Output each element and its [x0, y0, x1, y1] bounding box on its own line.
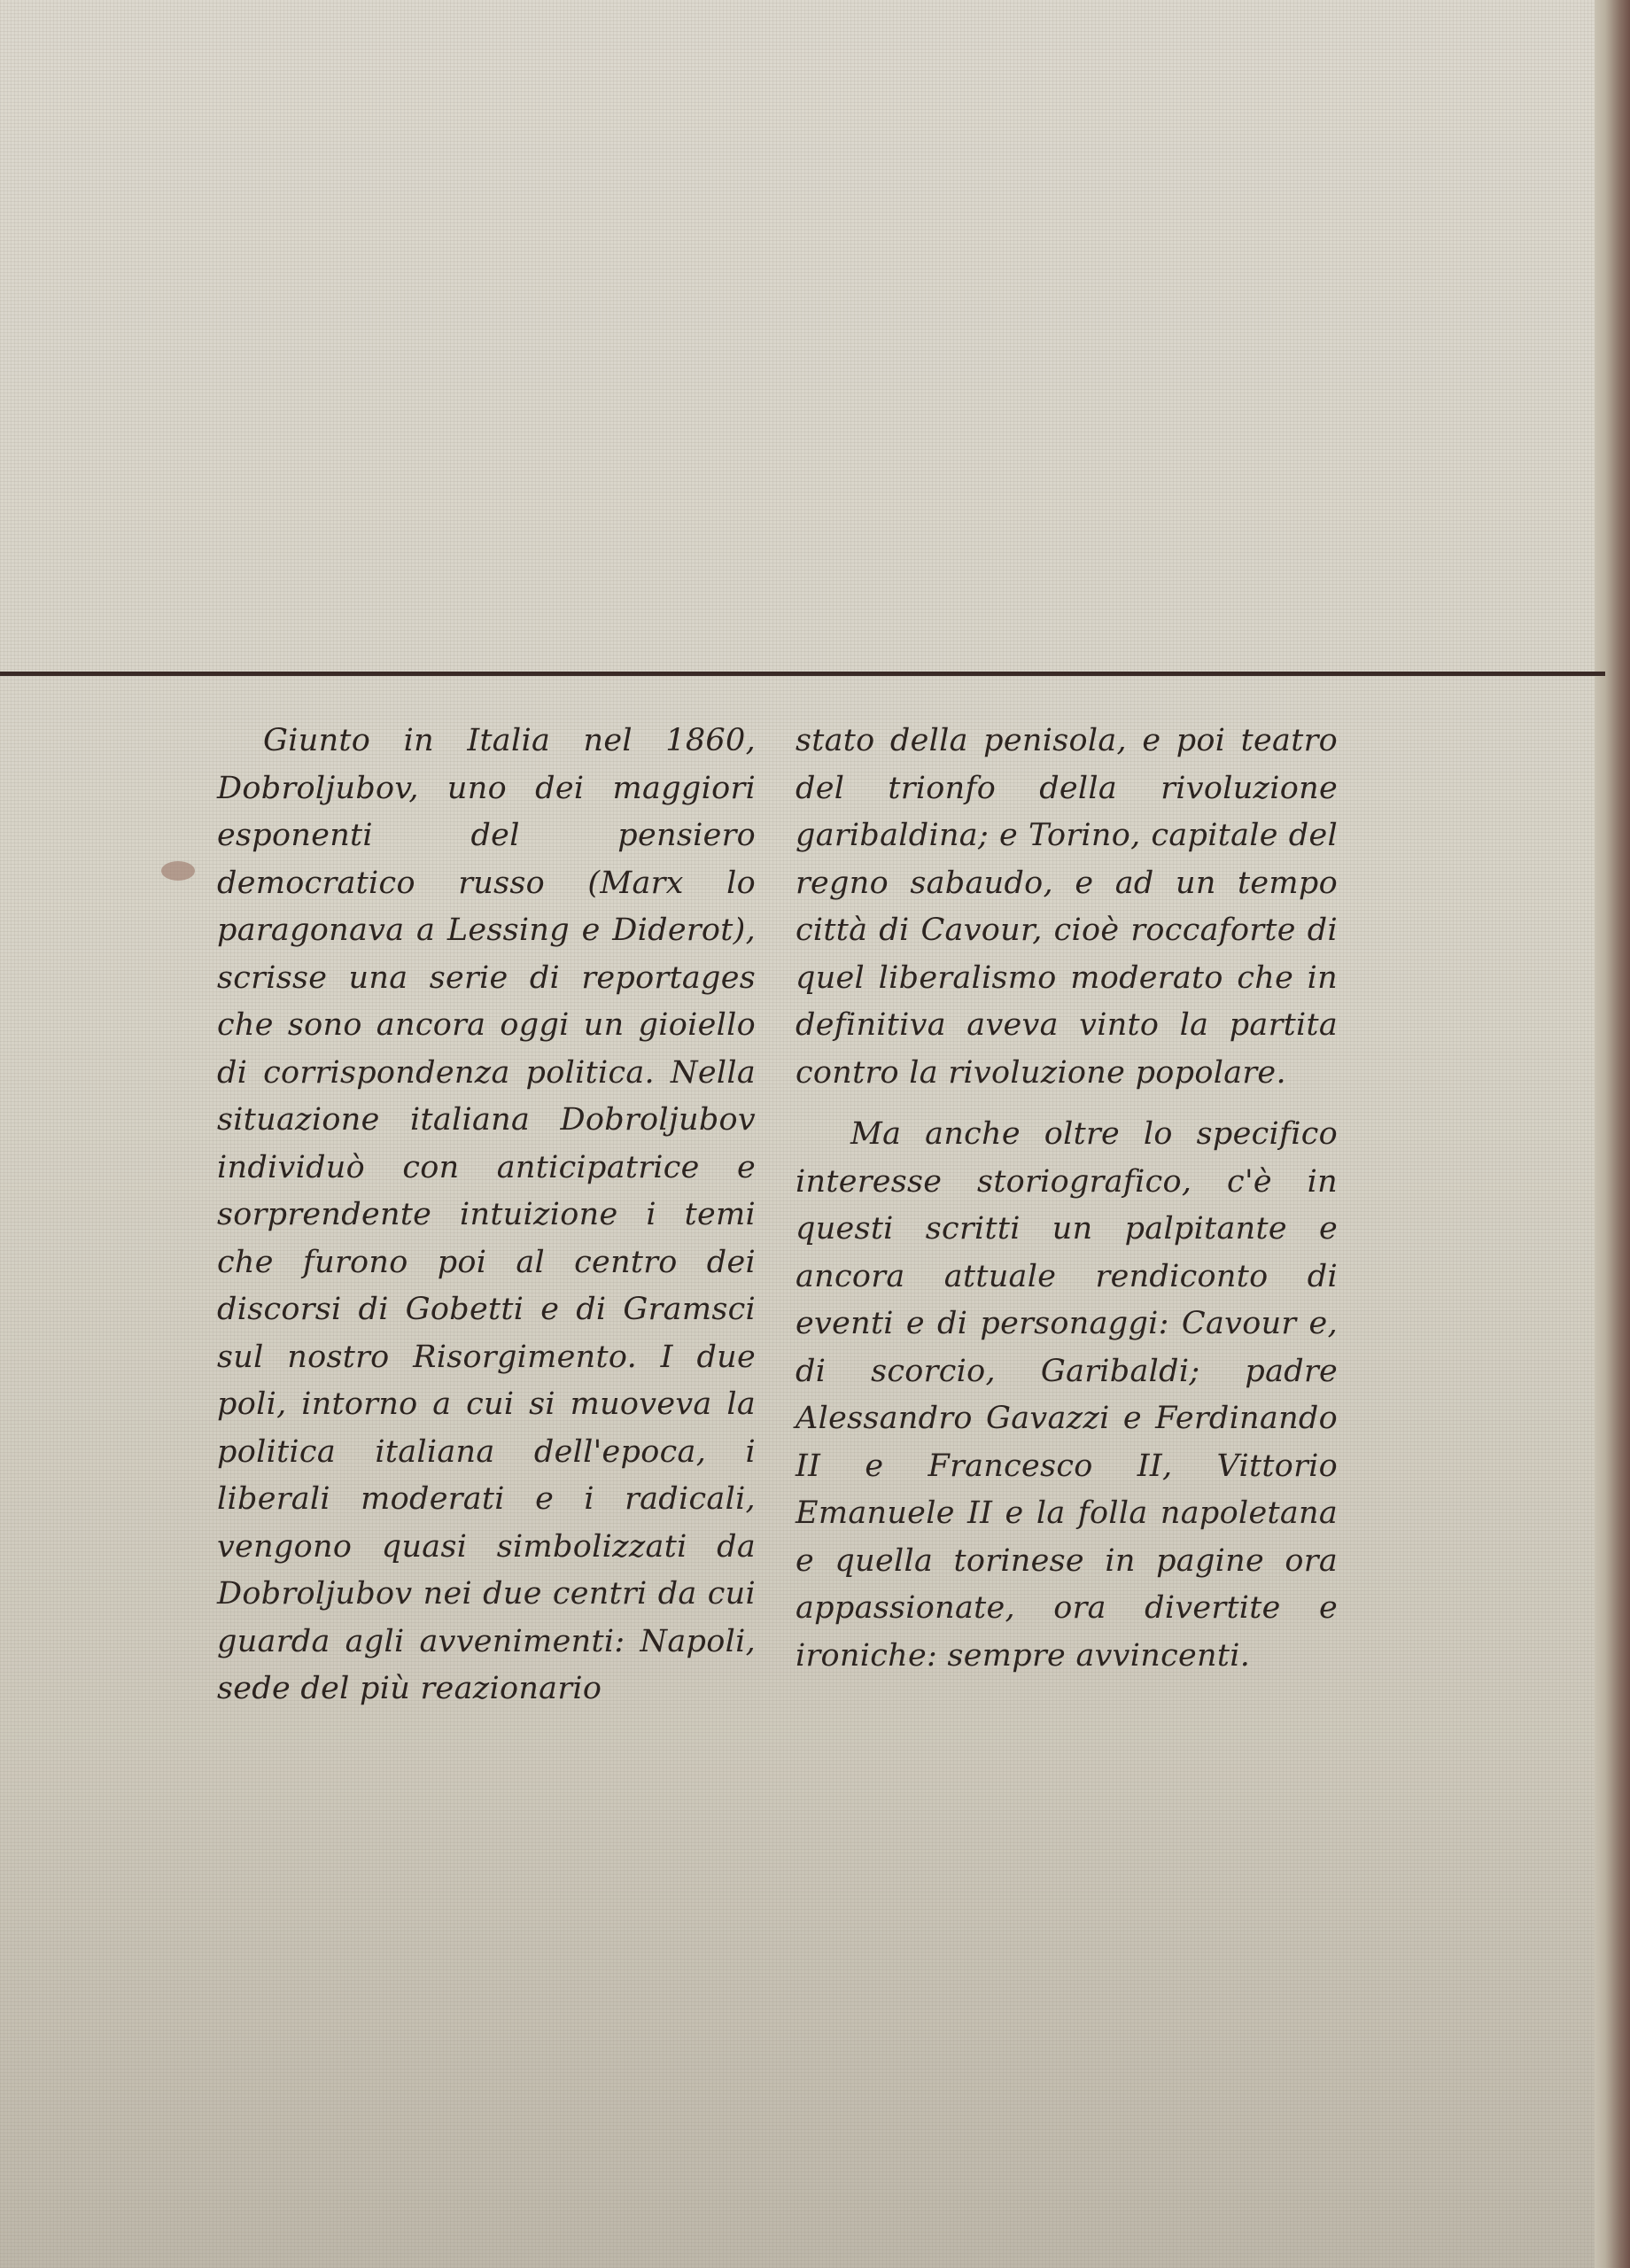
cover-edge — [1595, 0, 1630, 2268]
blurb-paragraph-2: stato della penisola, e poi teatro del trionfo della rivoluzione garibaldina; e Torino, capitale del regno sabaudo, e ad un tempo città di Cavour, cioè roccaforte di quel liberalismo moderato che in definitiva aveva vinto la partita contro la rivoluzione popolare. — [796, 723, 1338, 1091]
stain-mark — [161, 861, 195, 881]
blurb-paragraph-3: Ma anche oltre lo specifico interesse storiografico, c'è in questi scritti un palpitante e ancora attuale rendiconto di eventi e di personaggi: Cavour e, di scorcio, Garibaldi; padre Alessandro Gavazzi e Ferdinando II e Francesco II, Vittorio Emanuele II e la folla napoletana e quella torinese in pagine ora appassionate, ora divertite e ironiche: sempre avvincenti. — [796, 1116, 1338, 1674]
text-column-left — [217, 718, 756, 1713]
horizontal-rule — [0, 672, 1605, 676]
blurb-paragraph-1: Giunto in Italia nel 1860, Dobroljubov, uno dei maggiori esponenti del pensiero democratico russo (Marx lo paragonava a Lessing e Diderot), scrisse una serie di reportages che sono ancora oggi un gioiello di corrispondenza politica. Nella situazione italiana Dobroljubov individuò con anticipatrice e sorprendente intuizione i temi che furono poi al centro dei discorsi di Gobetti e di Gramsci sul nostro Risorgimento. I due poli, intorno a cui si muoveva la politica italiana dell'epoca, i liberali moderati e i radicali, vengono quasi simbolizzati da Dobroljubov nei due centri da cui guarda agli avvenimenti: Napoli, sede del più reazionario — [217, 723, 756, 1706]
text-column-right — [796, 718, 1338, 1680]
shadow-overlay — [0, 1745, 1595, 2268]
